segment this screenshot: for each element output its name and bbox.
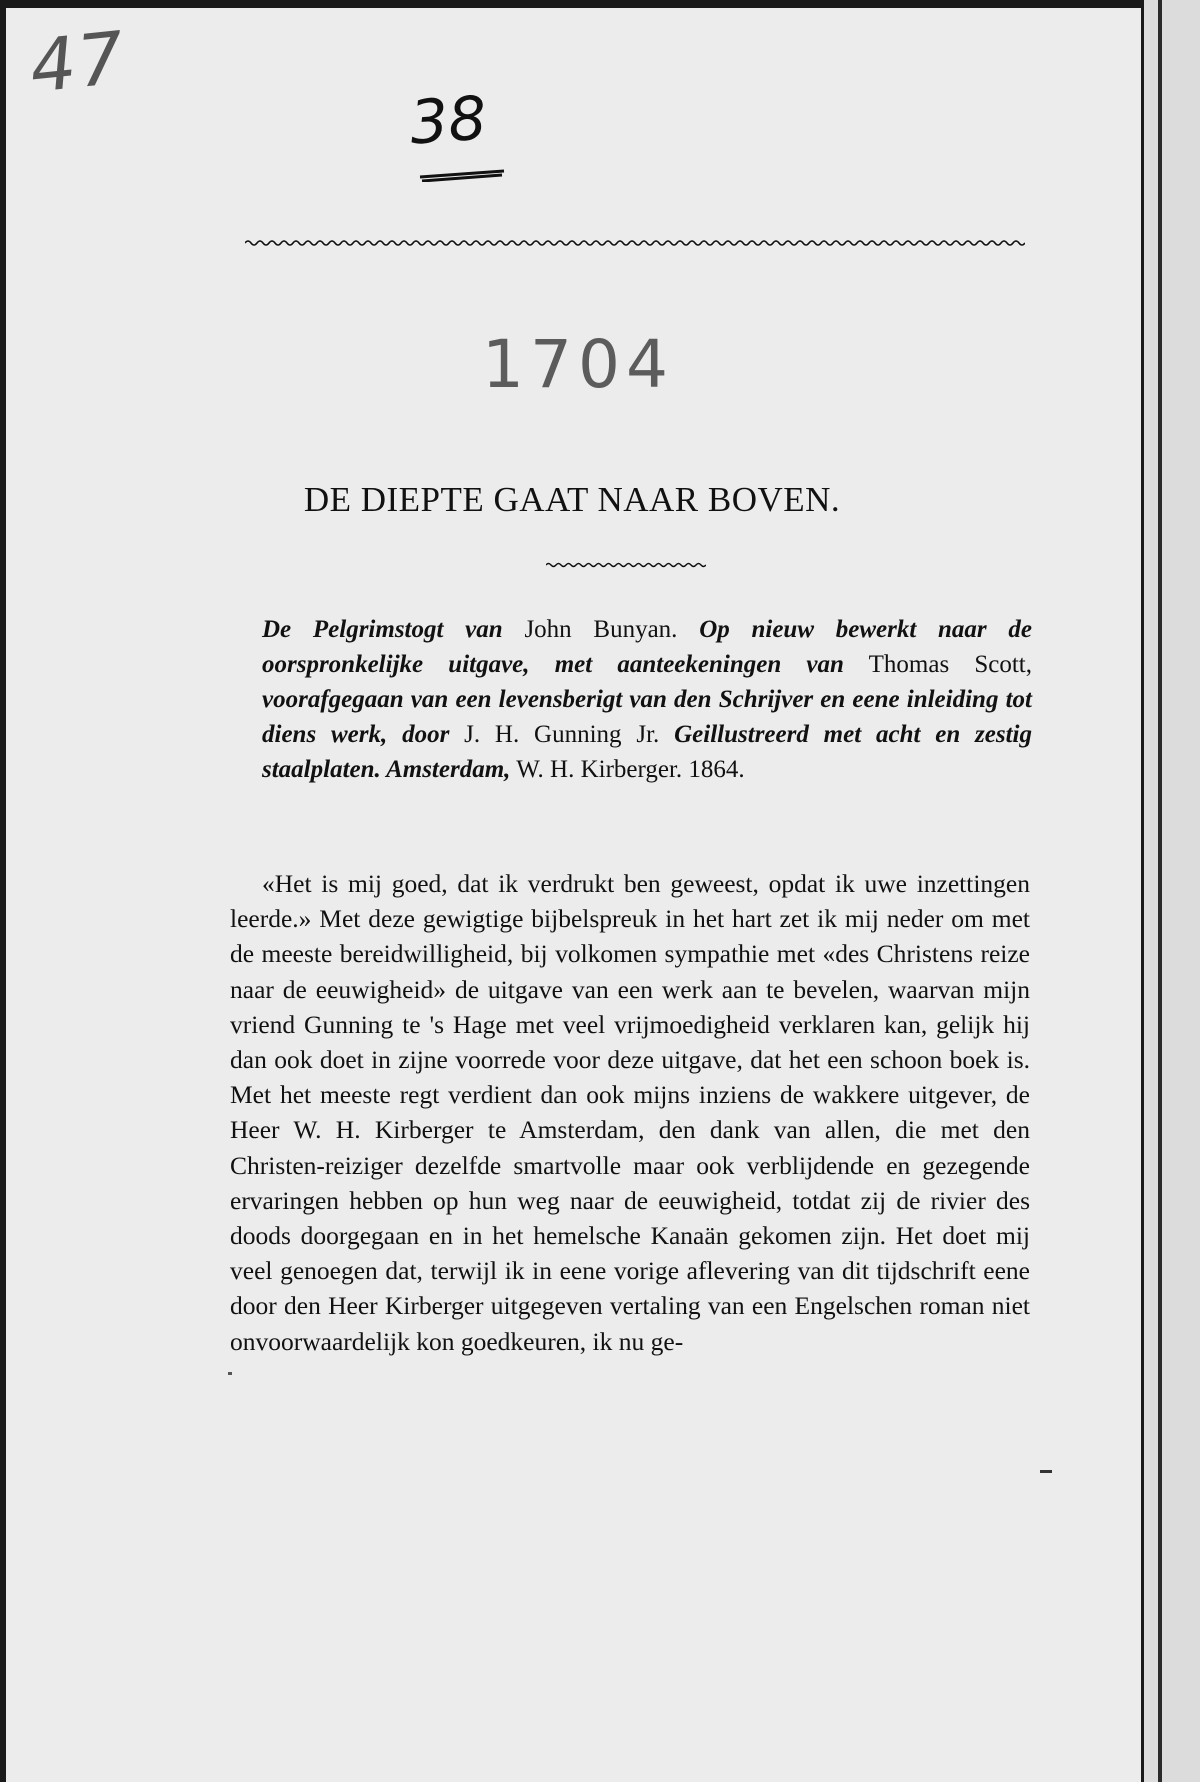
bib-part-1: De Pelgrimstogt van <box>262 616 503 643</box>
margin-mark <box>1040 1470 1052 1473</box>
binding-shadow <box>1158 0 1162 1782</box>
margin-dot <box>228 1372 232 1375</box>
page-right-edge <box>1141 0 1200 1782</box>
page-left-edge <box>0 0 6 1782</box>
archive-number: 47 <box>25 15 130 109</box>
page-marker-underline <box>418 168 506 182</box>
bib-part-5: voorafgegaan van een levensberigt van den Schrijver en eene inleiding tot diens werk, door <box>262 686 1032 748</box>
bib-part-3: Op nieuw bewerkt naar de oorspronkelijke uitgave, met aanteekeningen van <box>262 616 1033 678</box>
bib-part-6: J. H. Gunning Jr. <box>464 721 660 748</box>
page-top-edge <box>0 0 1144 8</box>
bib-part-7: Geillustreerd met acht en zestig staalplaten. Amsterdam, <box>262 721 1032 783</box>
article-title: DE DIEPTE GAAT NAAR BOVEN. <box>303 480 841 519</box>
handwritten-mark: 1704 <box>482 326 674 403</box>
wavy-rule-title <box>546 560 706 570</box>
bib-part-2: John Bunyan. <box>524 616 678 643</box>
bib-part-4: Thomas Scott, <box>868 651 1032 678</box>
article-body: «Het is mij goed, dat ik verdrukt ben geweest, opdat ik uwe inzettingen leerde.» Met deze gewigtige bijbelspreuk in het hart zet ik mij neder om met de meeste bereidwilligheid, bij volkomen sympathie met «des Christens reize naar de eeuwigheid» de uitgave van een werk aan te bevelen, waarvan mijn vriend Gunning te 's Hage met veel vrijmoedigheid verklaren kan, gelijk hij dan ook doet in zijne voorrede voor deze uitgave, dat het een schoon boek is. Met het meeste regt verdient dan ook mijns inziens de wakkere uitgever, de Heer W. H. Kirberger te Amsterdam, den dank van allen, die met den Christen-reiziger dezelfde smartvolle maar ook verblijdende en gezegende ervaringen hebben op hun weg naar de eeuwigheid, totdat zij de rivier des doods doorgegaan en in het hemelsche Kanaän gekomen zijn. Het doet mij veel genoegen dat, terwijl ik in eene vorige aflevering van dit tijdschrift eene door den Heer Kirberger uitgegeven vertaling van een Engelschen roman niet onvoorwaardelijk kon goedkeuren, ik nu ge- <box>230 869 1030 1356</box>
page-marker: 38 <box>407 83 489 159</box>
bib-part-8: W. H. Kirberger. 1864. <box>516 756 745 783</box>
bibliography <box>262 612 1032 787</box>
wavy-rule-top <box>245 236 1025 250</box>
